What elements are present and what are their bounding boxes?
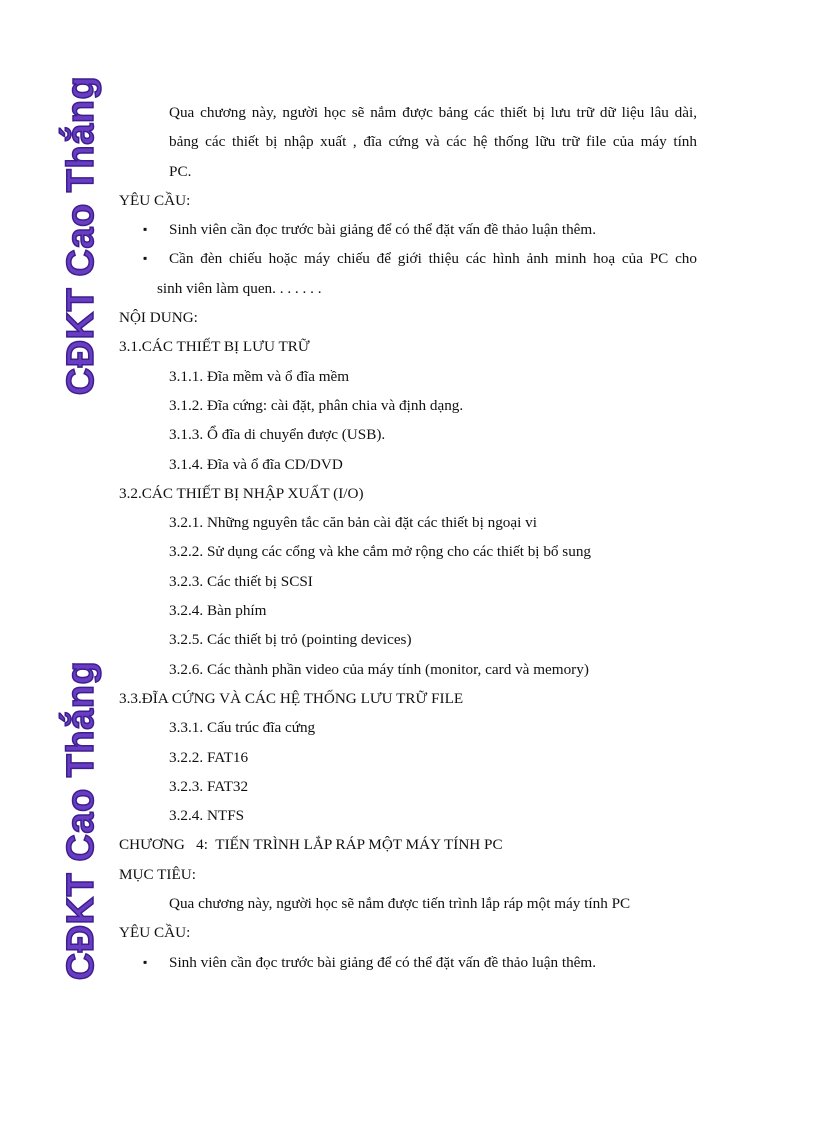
- watermark-bottom: [60, 660, 104, 980]
- subsection-item: 3.2.3. Các thiết bị SCSI: [169, 572, 313, 590]
- document-body: [119, 98, 697, 977]
- goal-heading: MỤC TIÊU:: [119, 865, 196, 883]
- subsection-item: 3.2.4. Bàn phím: [169, 602, 267, 620]
- subsection-item: 3.2.2. FAT16: [169, 748, 249, 766]
- bullet-item: ▪ Sinh viên cần đọc trước bài giảng để có thể đặt vấn đề thảo luận thêm.: [119, 215, 697, 244]
- requirements-heading: YÊU CẦU:: [119, 924, 191, 942]
- subsection-item: 3.1.3. Ổ đĩa di chuyển được (USB).: [169, 426, 386, 444]
- section-heading: 3.1.CÁC THIẾT BỊ LƯU TRỮ: [119, 338, 310, 356]
- chapter-heading: CHƯƠNG 4: TIẾN TRÌNH LẮP RÁP MỘT MÁY TÍNH PC: [119, 836, 503, 854]
- requirements-heading: YÊU CẦU:: [119, 191, 191, 209]
- subsection-item: 3.2.3. FAT32: [169, 777, 249, 795]
- bullet-item: ▪ Cần đèn chiếu hoặc máy chiếu để giới thiệu các hình ảnh minh hoạ của PC cho: [119, 244, 697, 273]
- subsection-item: 3.2.2. Sử dụng các cổng và khe cắm mở rộng cho các thiết bị bổ sung: [169, 543, 592, 561]
- watermark-top: [60, 70, 104, 400]
- content-heading: NỘI DUNG:: [119, 309, 198, 327]
- goal-line: Qua chương này, người học sẽ nắm được tiến trình lắp ráp một máy tính PC: [169, 895, 631, 913]
- subsection-item: 3.2.1. Những nguyên tắc căn bản cài đặt các thiết bị ngoại vi: [169, 514, 537, 532]
- bullet-continuation: sinh viên làm quen. . . . . . .: [157, 279, 322, 297]
- section-heading: 3.2.CÁC THIẾT BỊ NHẬP XUẤT (I/O): [119, 484, 364, 502]
- bullet-item: ▪ Sinh viên cần đọc trước bài giảng để có thể đặt vấn đề thảo luận thêm.: [119, 948, 697, 977]
- intro-line: bảng các thiết bị nhập xuất , đĩa cứng và các hệ thống lữu trữ file của máy tính: [169, 133, 697, 151]
- subsection-item: 3.2.6. Các thành phần video của máy tính (monitor, card và memory): [169, 660, 589, 678]
- subsection-item: 3.2.5. Các thiết bị trỏ (pointing devices): [169, 631, 412, 649]
- subsection-item: 3.1.4. Đĩa và ổ đĩa CD/DVD: [169, 455, 343, 473]
- watermark-text: CĐKT Cao Thắng: [60, 660, 103, 980]
- watermark-text: CĐKT Cao Thắng: [60, 75, 103, 395]
- subsection-item: 3.1.1. Đĩa mềm và ổ đĩa mềm: [169, 367, 350, 385]
- intro-line: Qua chương này, người học sẽ nắm được bảng các thiết bị lưu trữ dữ liệu lâu dài,: [169, 104, 697, 121]
- subsection-item: 3.2.4. NTFS: [169, 807, 245, 825]
- section-heading: 3.3.ĐĨA CỨNG VÀ CÁC HỆ THỐNG LƯU TRỮ FILE: [119, 689, 464, 707]
- intro-line: PC.: [169, 162, 192, 180]
- subsection-item: 3.1.2. Đĩa cứng: cài đặt, phân chia và định dạng.: [169, 396, 464, 414]
- subsection-item: 3.3.1. Cấu trúc đĩa cứng: [169, 719, 316, 737]
